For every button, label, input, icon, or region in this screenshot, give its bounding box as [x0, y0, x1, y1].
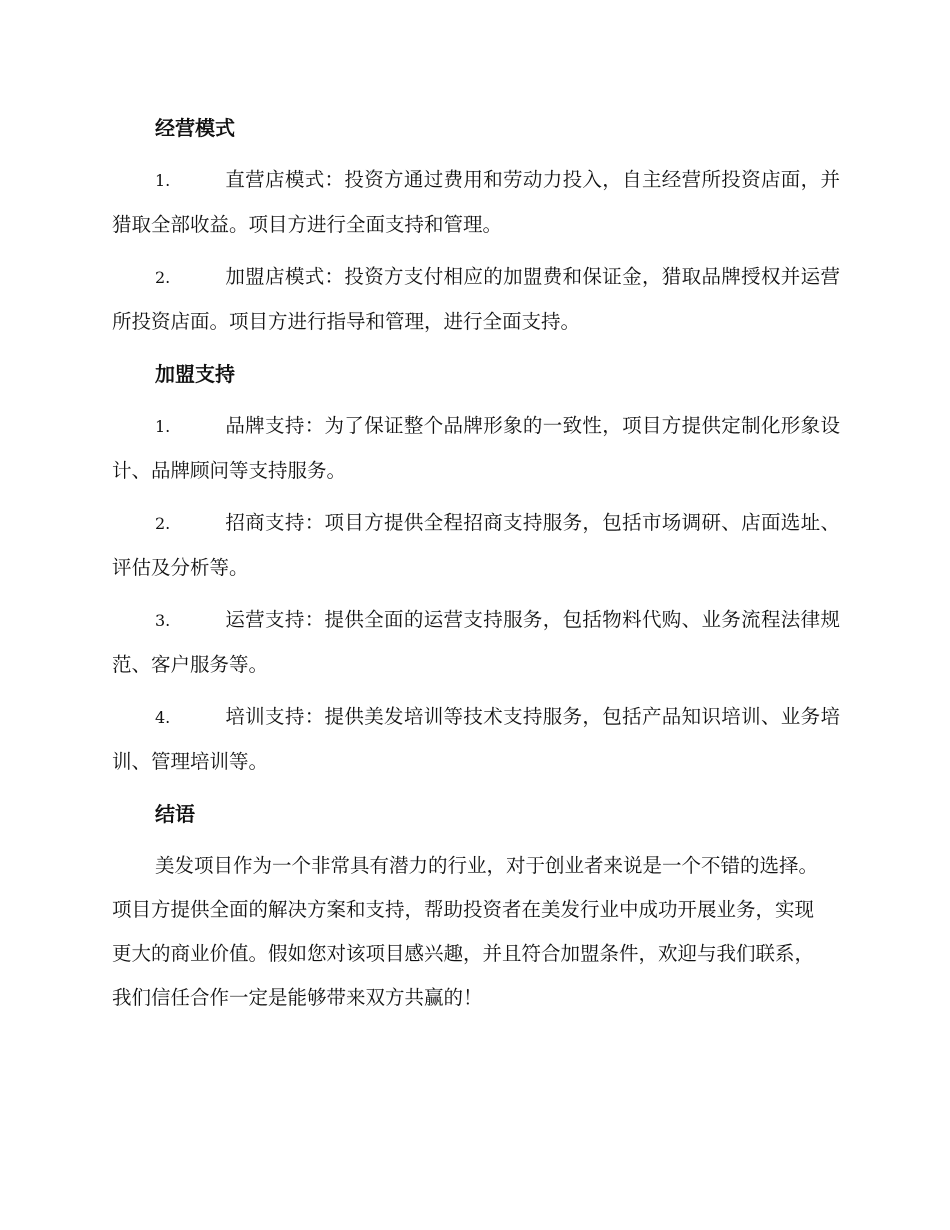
section-heading: 加盟支持 — [155, 362, 235, 386]
list-item — [112, 501, 840, 590]
list-item-number: 3. — [155, 611, 171, 630]
list-item — [112, 404, 840, 493]
list-item-text: 培训支持：提供美发培训等技术支持服务，包括产品知识培训、业务培训、管理培训等。 — [112, 705, 840, 773]
section-business-model — [112, 106, 840, 344]
list-item-number: 1. — [155, 417, 171, 436]
list-item-text: 加盟店模式：投资方支付相应的加盟费和保证金，猎取品牌授权并运营所投资店面。项目方进行指导和管理，进行全面支持。 — [112, 265, 840, 333]
section-heading: 结语 — [155, 802, 195, 826]
list-item-text: 运营支持：提供全面的运营支持服务，包括物料代购、业务流程法律规范、客户服务等。 — [112, 608, 840, 676]
list-item — [112, 158, 840, 247]
list-item-number: 2. — [155, 514, 171, 533]
list-item-text: 直营店模式：投资方通过费用和劳动力投入，自主经营所投资店面，并猎取全部收益。项目方进行全面支持和管理。 — [112, 168, 840, 236]
list-item-number: 4. — [155, 708, 171, 727]
section-conclusion — [112, 792, 840, 1020]
list-item-text: 品牌支持：为了保证整个品牌形象的一致性，项目方提供定制化形象设计、品牌顾问等支持服务。 — [112, 414, 840, 482]
list-item-text: 招商支持：项目方提供全程招商支持服务，包括市场调研、店面选址、评估及分析等。 — [112, 511, 840, 579]
section-franchise-support — [112, 352, 840, 784]
list-item — [112, 255, 840, 344]
conclusion-paragraph: 美发项目作为一个非常具有潜力的行业，对于创业者来说是一个不错的选择。项目方提供全面的解决方案和支持，帮助投资者在美发行业中成功开展业务，实现更大的商业价值。假如您对该项目感兴趣，并且符合加盟条件，欢迎与我们联系，我们信任合作一定是能够带来双方共赢的！ — [112, 854, 819, 1009]
list-item — [112, 695, 840, 784]
list-item-number: 1. — [155, 171, 171, 190]
list-item-number: 2. — [155, 268, 171, 287]
document-page — [112, 106, 840, 1020]
section-heading: 经营模式 — [155, 116, 235, 140]
list-item — [112, 598, 840, 687]
